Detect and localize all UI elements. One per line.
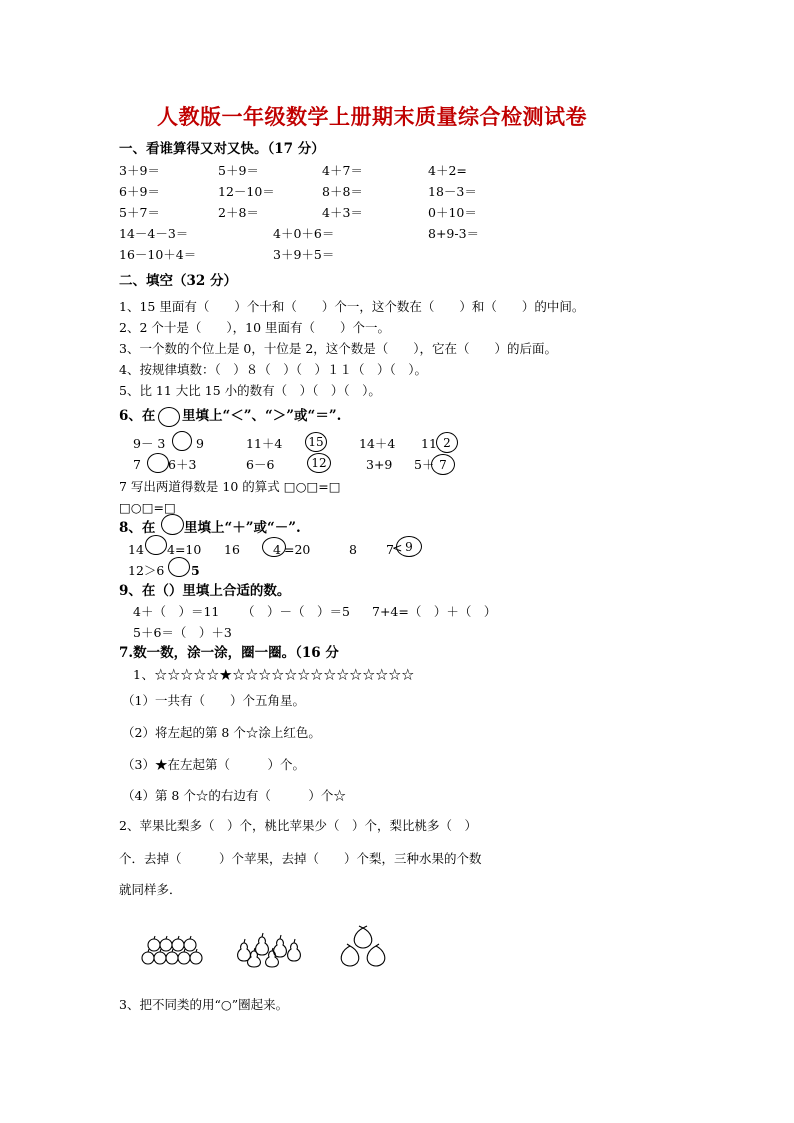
- fill-question: 1、15 里面有（ ）个十和（ ）个一，这个数在（ ）和（ ）的中间。: [119, 299, 585, 314]
- page-title: 人教版一年级数学上册期末质量综合检测试卷: [157, 104, 587, 129]
- fill-equation: 7+4=（ ）＋（ ）: [372, 604, 497, 619]
- sign-expr: 4=10: [167, 542, 202, 557]
- blank-circle: [145, 535, 167, 555]
- pears-picture: [232, 933, 304, 969]
- fill-equation: （ ）－（ ）＝5: [242, 604, 350, 619]
- problem: 5＋7＝: [119, 205, 160, 220]
- fill-question: 2、2 个十是（ ），10 里面有（ ）个一。: [119, 320, 391, 335]
- circled-number: 2: [436, 432, 458, 453]
- compare-expr: 9: [196, 436, 204, 451]
- problem: 2＋8＝: [218, 205, 259, 220]
- fruit-question-line: 个．去掉（ ）个苹果，去掉（ ）个梨，三种水果的个数: [119, 851, 482, 866]
- problem: 4＋2=: [428, 163, 467, 178]
- star-question: （4）第 8 个☆的右边有（ ）个☆: [122, 788, 346, 803]
- problem: 3＋9＋5＝: [273, 247, 335, 262]
- fruit-question-line: 2、苹果比梨多（ ）个，桃比苹果少（ ）个，梨比桃多（ ）: [119, 818, 477, 833]
- blank-circle: [147, 453, 169, 473]
- compare-expr: 11＋4: [246, 436, 283, 451]
- compare-expr: 6＋3: [168, 457, 197, 472]
- apples-picture: [140, 935, 208, 969]
- circled-number: 15: [305, 432, 327, 452]
- section-9-heading: 9、在（）里填上合适的数。: [119, 583, 291, 599]
- peaches-picture: [338, 926, 388, 970]
- sign-expr: 5: [191, 563, 200, 578]
- section-6-heading-start: 6、在: [119, 408, 156, 424]
- problem: 8+9-3＝: [428, 226, 480, 241]
- problem: 14－4－3＝: [119, 226, 189, 241]
- problem: 18－3＝: [428, 184, 477, 199]
- problem: 4＋7＝: [322, 163, 363, 178]
- sign-expr: 14: [128, 542, 144, 557]
- star-question: （1）一共有（ ）个五角星。: [122, 693, 305, 708]
- fill-equation: 5＋6＝（ ）＋3: [133, 625, 232, 640]
- equation-question: 7 写出两道得数是 10 的算式 □○□=□: [119, 479, 341, 494]
- odd-one-out-question: 3、把不同类的用“○”圈起来。: [119, 997, 289, 1012]
- circled-number: 9: [396, 536, 422, 557]
- problem: 3＋9＝: [119, 163, 160, 178]
- section-1-heading: 一、看谁算得又对又快。（17 分）: [119, 141, 325, 157]
- sign-expr: 12＞6: [128, 563, 165, 578]
- sign-expr: 16: [224, 542, 240, 557]
- compare-expr: 9－ 3: [133, 436, 166, 451]
- problem: 8＋8＝: [322, 184, 363, 199]
- section-7-heading: 7.数一数，涂一涂，圈一圈。（16 分: [119, 645, 339, 661]
- compare-expr: 7: [133, 457, 141, 472]
- blank-circle: [168, 557, 190, 577]
- sign-expr: 4: [273, 542, 281, 557]
- problem: 12－10＝: [218, 184, 275, 199]
- circled-number: 12: [307, 453, 331, 473]
- blank-circle: [172, 431, 192, 451]
- equation-template: □○□=□: [119, 500, 176, 515]
- star-question: （2）将左起的第 8 个☆涂上红色。: [122, 725, 321, 740]
- problem: 5＋9＝: [218, 163, 259, 178]
- sign-expr: 8: [349, 542, 357, 557]
- less-than-sign: <: [392, 540, 403, 555]
- section-8-heading-start: 8、在: [119, 520, 156, 536]
- compare-expr: 6－6: [246, 457, 275, 472]
- compare-expr: 5＋: [414, 457, 435, 472]
- star-row: 1、☆☆☆☆☆★☆☆☆☆☆☆☆☆☆☆☆☆☆☆: [133, 667, 415, 682]
- problem: 0＋10＝: [428, 205, 477, 220]
- circled-number: 7: [431, 454, 455, 475]
- problem: 4＋3＝: [322, 205, 363, 220]
- sign-expr: =20: [284, 542, 311, 557]
- fill-question: 3、一个数的个位上是 0，十位是 2，这个数是（ ），它在（ ）的后面。: [119, 341, 558, 356]
- blank-circle: [161, 514, 184, 535]
- blank-circle: [158, 407, 180, 427]
- compare-expr: 3+9: [366, 457, 393, 472]
- problem: 4＋0＋6＝: [273, 226, 335, 241]
- fill-question: 5、比 11 大比 15 小的数有（ ）（ ）（ ）。: [119, 383, 381, 398]
- section-2-heading: 二、填空（32 分）: [119, 273, 237, 289]
- section-8-heading-end: 里填上“＋”或“－”.: [184, 520, 301, 536]
- compare-expr: 11: [421, 436, 437, 451]
- fill-equation: 4＋（ ）＝11: [133, 604, 220, 619]
- problem: 6＋9＝: [119, 184, 160, 199]
- problem: 16－10＋4＝: [119, 247, 197, 262]
- sign-expr: 7: [386, 542, 394, 557]
- star-question: （3）★在左起第（ ）个。: [122, 757, 305, 772]
- fruit-question-line: 就同样多．: [119, 882, 182, 897]
- compare-expr: 14＋4: [359, 436, 396, 451]
- section-6-heading-end: 里填上“＜”、“＞”或“＝”.: [182, 408, 342, 424]
- fill-question: 4、按规律填数：（ ）８（ ）（ ）１１（ ）（ ）。: [119, 362, 427, 377]
